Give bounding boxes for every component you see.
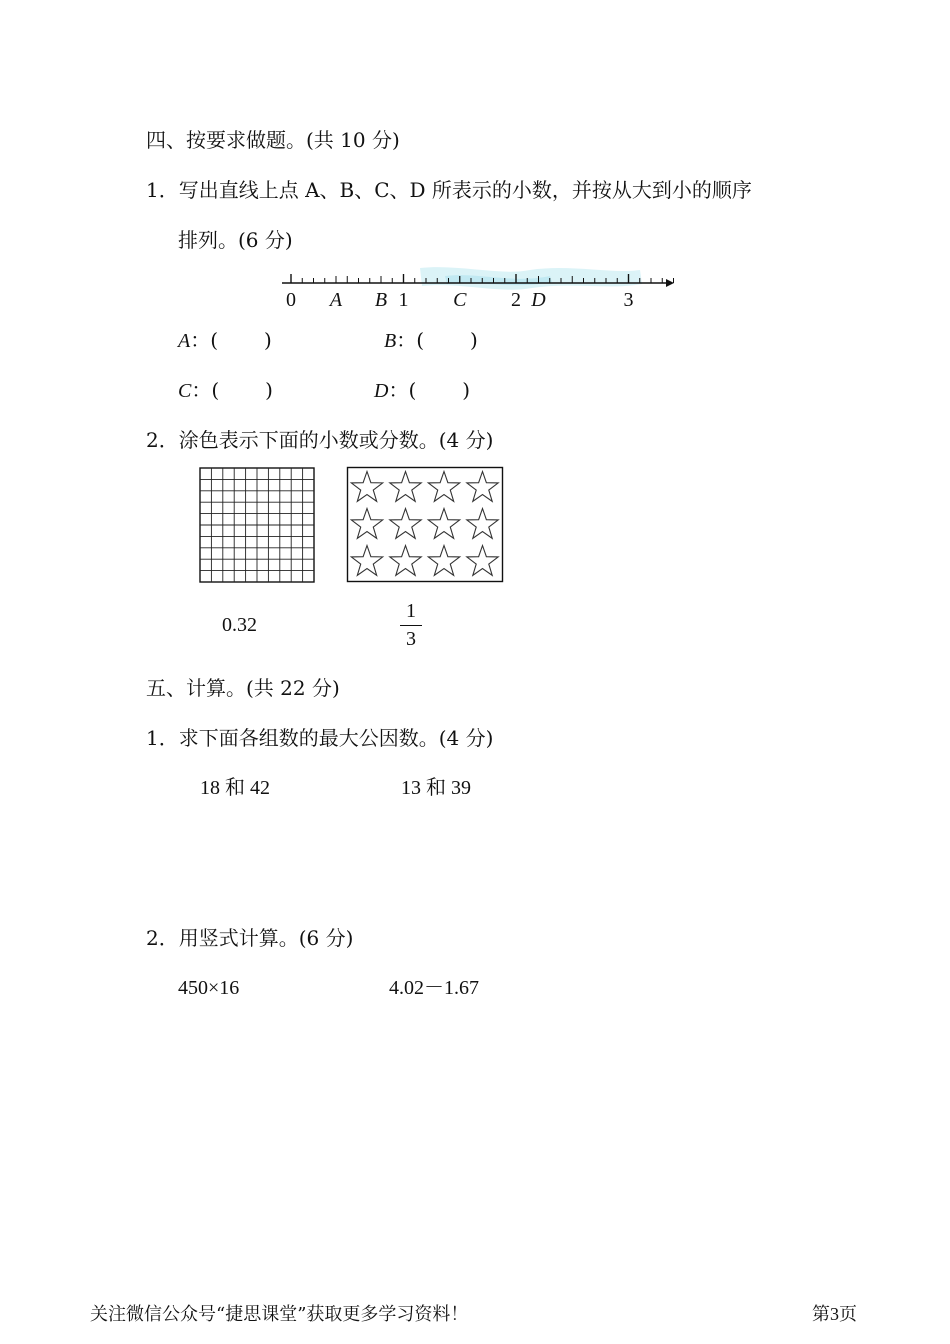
footer-promo: 关注微信公众号“捷思课堂”获取更多学习资料！ (90, 1304, 469, 1325)
question-1-line1: 1．写出直线上点 A、B、C、D 所表示的小数，并按从大到小的顺序 (146, 178, 752, 202)
tick-label: 1 (398, 289, 409, 311)
point-b-label: B (374, 289, 388, 311)
answer-a (178, 330, 272, 351)
answer-c-label: C (178, 380, 192, 402)
answer-d-close: ) (462, 378, 471, 402)
fraction-numerator: 1 (406, 600, 416, 622)
star-fraction (400, 600, 422, 651)
answer-a-open: ：( (190, 328, 219, 352)
tick-label: 3 (623, 289, 634, 311)
grid-caption: 0.32 (222, 614, 257, 636)
calc-item-2: 4.02－1.67 (389, 977, 479, 999)
answer-b-open: ：( (396, 328, 425, 352)
gcd-item-1: 18 和 42 (200, 777, 270, 799)
point-d-label: D (531, 289, 546, 311)
gcd-item-2: 13 和 39 (401, 777, 471, 799)
watermark (420, 267, 642, 290)
answer-b-close: ) (470, 328, 478, 352)
star-box[interactable] (346, 466, 504, 584)
gcd-question: 1．求下面各组数的最大公因数。(4 分) (146, 726, 494, 750)
section-4-heading: 四、按要求做题。(共 10 分) (146, 128, 400, 152)
tick-label: 0 (286, 289, 296, 311)
answer-b-label: B (384, 330, 397, 352)
answer-a-close: ) (264, 328, 272, 352)
vertical-calc-question: 2．用竖式计算。(6 分) (146, 926, 354, 950)
answer-d-open: ：( (388, 378, 417, 402)
fraction-bar (400, 625, 422, 626)
answer-b (384, 330, 478, 351)
point-c-label: C (453, 289, 467, 311)
answer-c-close: ) (265, 378, 273, 402)
answer-a-label: A (178, 330, 191, 352)
answer-c (178, 380, 273, 401)
page-number: 第3页 (812, 1304, 857, 1324)
hundred-grid[interactable] (198, 466, 316, 584)
axis-arrow (666, 279, 674, 287)
number-line (270, 262, 690, 318)
question-1-line2: 排列。(6 分) (178, 228, 293, 252)
tick-label: 2 (511, 289, 521, 311)
fraction-denominator: 3 (406, 628, 416, 650)
answer-c-open: ：( (191, 378, 220, 402)
answer-d (374, 380, 470, 401)
point-a-label: A (329, 289, 343, 311)
answer-d-label: D (374, 380, 389, 402)
calc-item-1: 450×16 (178, 977, 240, 999)
section-5-heading: 五、计算。(共 22 分) (146, 676, 340, 700)
question-2-text: 2．涂色表示下面的小数或分数。(4 分) (146, 428, 494, 452)
